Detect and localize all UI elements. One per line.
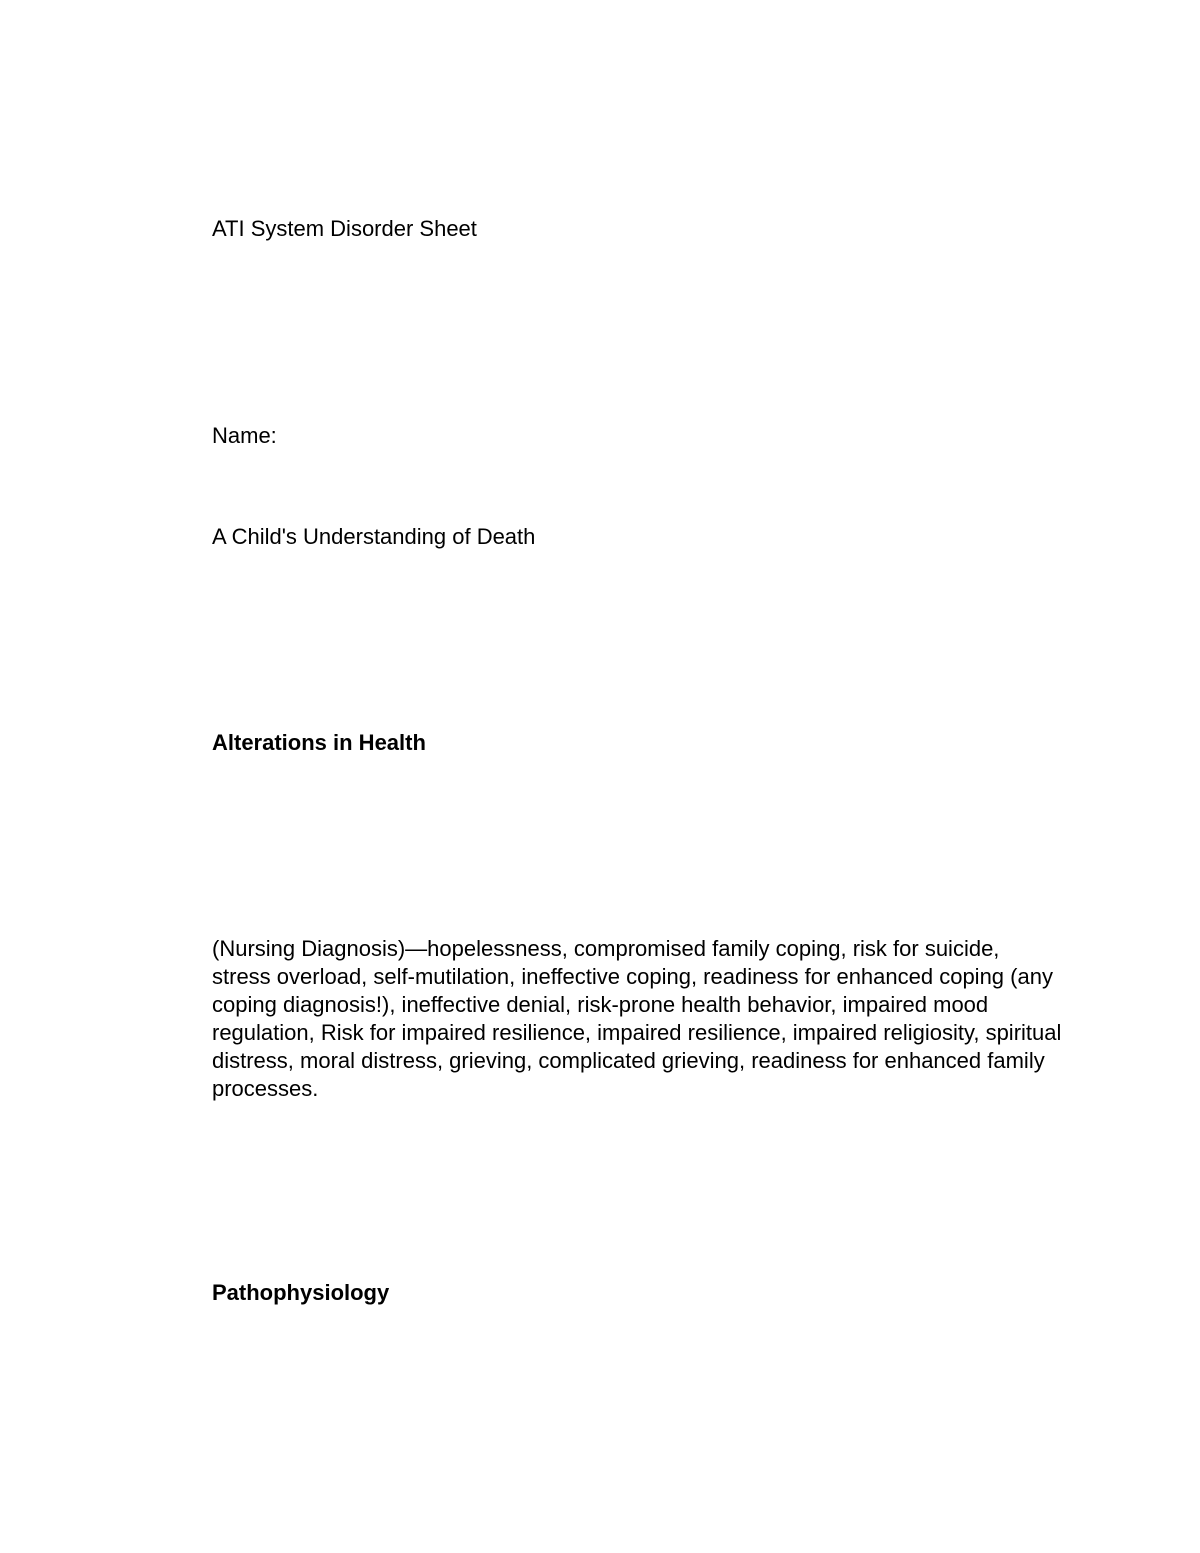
- nursing-diagnosis-paragraph: (Nursing Diagnosis)—hopelessness, compromised family coping, risk for suicide, stress overload, self-mutilation, ineffective coping, readiness for enhanced coping (any coping diagnosis!), ineffective denial, risk-prone health behavior, impaired mood regulation, Risk for impaired resilience, impaired resilience, impaired religiosity, spiritual distress, moral distress, grieving, complicated grieving, readiness for enhanced family processes.: [212, 936, 1062, 1101]
- pathophysiology-heading: Pathophysiology: [212, 1280, 390, 1305]
- topic-title: A Child's Understanding of Death: [212, 524, 536, 549]
- name-label: Name:: [212, 423, 277, 448]
- document-title: ATI System Disorder Sheet: [212, 216, 477, 241]
- alterations-in-health-heading: Alterations in Health: [212, 730, 426, 755]
